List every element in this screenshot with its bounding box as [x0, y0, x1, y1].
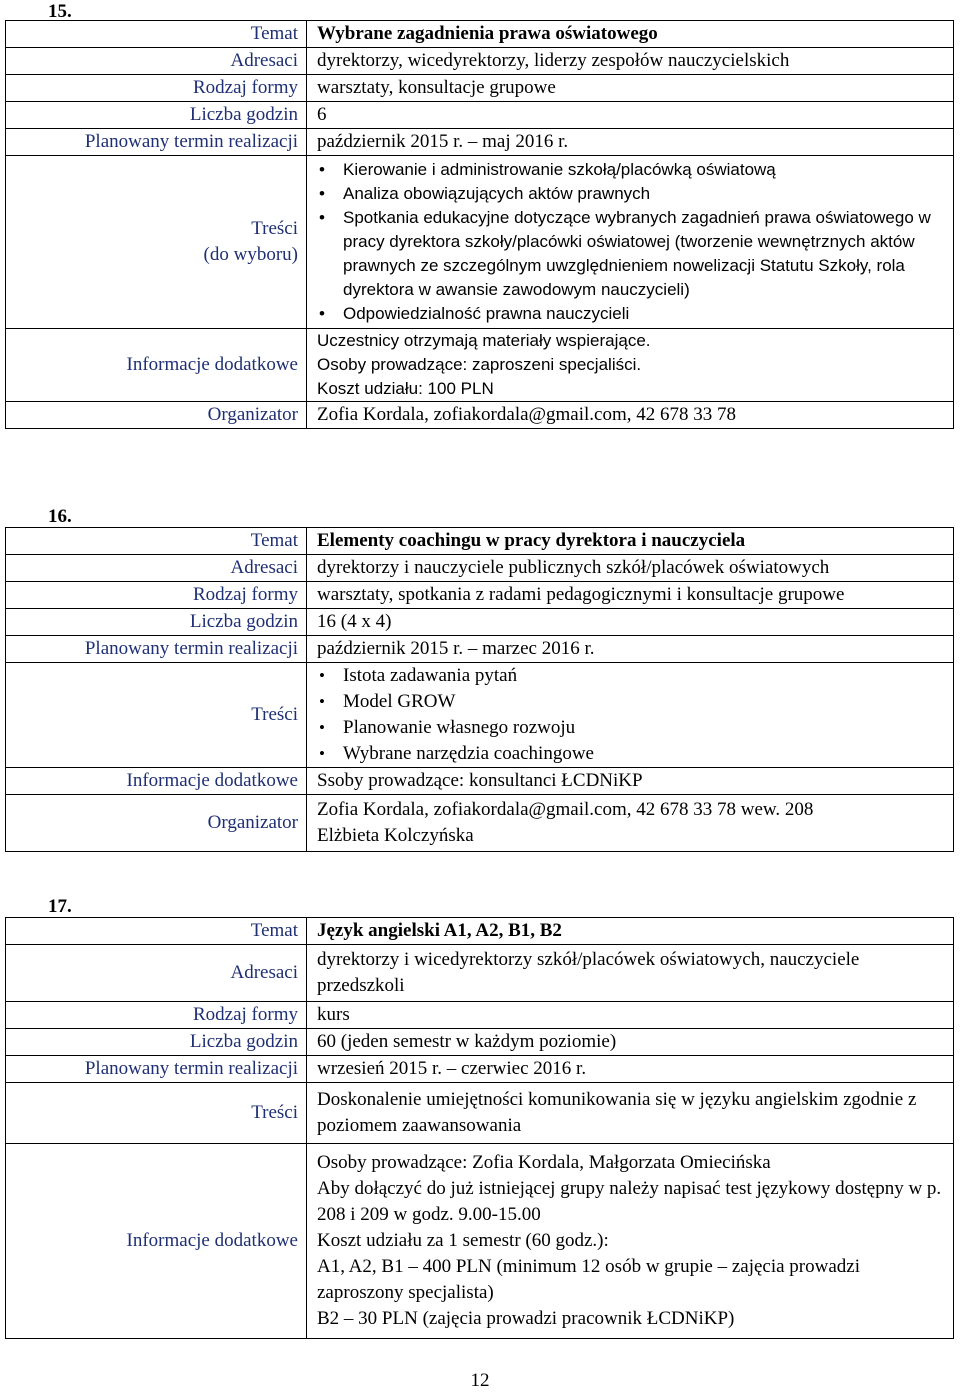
list-item: • Wybrane narzędzia coachingowe [339, 741, 947, 767]
value-rodzaj: warsztaty, spotkania z radami pedagogicznymi i konsultacje grupowe [307, 582, 954, 609]
value-info [307, 1144, 954, 1339]
row-temat [6, 918, 954, 945]
value-tresci [307, 663, 954, 768]
tresci-list [317, 663, 947, 767]
label-termin: Planowany termin realizacji [6, 129, 307, 156]
label-rodzaj: Rodzaj formy [6, 1002, 307, 1029]
row-info [6, 329, 954, 402]
label-adresaci: Adresaci [6, 555, 307, 582]
value-tresci [307, 156, 954, 329]
value-godziny: 6 [307, 102, 954, 129]
label-temat: Temat [6, 918, 307, 945]
label-adresaci: Adresaci [6, 945, 307, 1002]
info-line: Aby dołączyć do już istniejącej grupy należy napisać test językowy dostępny w p. 208 i 209 w godz. 9.00-15.00 [317, 1178, 942, 1225]
section-number-17: 17. [48, 896, 72, 917]
info-line: B2 – 30 PLN (zajęcia prowadzi pracownik ŁCDNiKP) [317, 1308, 735, 1329]
value-organizator: Zofia Kordala, zofiakordala@gmail.com, 42 678 33 78 [307, 402, 954, 429]
value-temat: Wybrane zagadnienia prawa oświatowego [307, 21, 954, 48]
list-item: • Model GROW [339, 689, 947, 715]
row-tresci [6, 156, 954, 329]
row-godziny [6, 102, 954, 129]
section-number-16: 16. [48, 506, 72, 527]
list-item: • Analiza obowiązujących aktów prawnych [339, 182, 947, 206]
label-info: Informacje dodatkowe [6, 1144, 307, 1339]
label-info: Informacje dodatkowe [6, 768, 307, 795]
list-item: • Planowanie własnego rozwoju [339, 715, 947, 741]
row-tresci [6, 663, 954, 768]
value-tresci: Doskonalenie umiejętności komunikowania się w języku angielskim zgodnie z poziomem zaawansowania [307, 1083, 954, 1144]
page-number: 12 [470, 1370, 490, 1391]
organizator-line: Elżbieta Kolczyńska [317, 825, 474, 846]
list-item: • Odpowiedzialność prawna nauczycieli [339, 302, 947, 326]
label-godziny: Liczba godzin [6, 102, 307, 129]
row-termin [6, 636, 954, 663]
organizator-line: Zofia Kordala, zofiakordala@gmail.com, 42 678 33 78 wew. 208 [317, 799, 814, 820]
value-adresaci: dyrektorzy, wicedyrektorzy, liderzy zespołów nauczycielskich [307, 48, 954, 75]
label-info: Informacje dodatkowe [6, 329, 307, 402]
value-godziny: 60 (jeden semestr w każdym poziomie) [307, 1029, 954, 1056]
value-termin: wrzesień 2015 r. – czerwiec 2016 r. [307, 1056, 954, 1083]
row-rodzaj [6, 1002, 954, 1029]
row-termin [6, 1056, 954, 1083]
value-info: Ssoby prowadzące: konsultanci ŁCDNiKP [307, 768, 954, 795]
value-temat: Język angielski A1, A2, B1, B2 [307, 918, 954, 945]
row-termin [6, 129, 954, 156]
value-termin: październik 2015 r. – maj 2016 r. [307, 129, 954, 156]
info-line: A1, A2, B1 – 400 PLN (minimum 12 osób w grupie – zajęcia prowadzi zaproszony specjalista) [317, 1256, 861, 1303]
section-number-15: 15. [48, 1, 72, 22]
section-16-table [5, 527, 954, 852]
row-organizator [6, 402, 954, 429]
label-rodzaj: Rodzaj formy [6, 582, 307, 609]
info-line: Koszt udziału za 1 semestr (60 godz.): [317, 1230, 609, 1251]
row-info [6, 768, 954, 795]
info-line: Uczestnicy otrzymają materiały wspierające. [317, 331, 651, 350]
label-termin: Planowany termin realizacji [6, 1056, 307, 1083]
row-temat [6, 528, 954, 555]
list-item: • Istota zadawania pytań [339, 663, 947, 689]
info-line: Osoby prowadzące: Zofia Kordala, Małgorzata Omiecińska [317, 1152, 771, 1173]
row-rodzaj [6, 582, 954, 609]
label-tresci: Treści [6, 663, 307, 768]
label-temat: Temat [6, 528, 307, 555]
label-godziny: Liczba godzin [6, 1029, 307, 1056]
label-do-wyboru: (do wyboru) [203, 244, 298, 265]
row-tresci [6, 1083, 954, 1144]
label-rodzaj: Rodzaj formy [6, 75, 307, 102]
label-tresci: Treści [6, 1083, 307, 1144]
label-temat: Temat [6, 21, 307, 48]
info-line: Koszt udziału: 100 PLN [317, 379, 494, 398]
label-godziny: Liczba godzin [6, 609, 307, 636]
row-godziny [6, 609, 954, 636]
label-organizator: Organizator [6, 402, 307, 429]
list-item: • Spotkania edukacyjne dotyczące wybranych zagadnień prawa oświatowego w pracy dyrektora szkoły/placówki oświatowej (tworzenie wewnętrznych aktów prawnych ze szczególnym uwzględnieniem nowelizacji Statutu Szkoły, rola dyrektora w awansie zawodowym nauczycieli) [339, 206, 947, 302]
value-godziny: 16 (4 x 4) [307, 609, 954, 636]
section-15-table [5, 20, 954, 429]
label-tresci-text: Treści [251, 218, 298, 239]
value-temat: Elementy coachingu w pracy dyrektora i nauczyciela [307, 528, 954, 555]
value-adresaci: dyrektorzy i wicedyrektorzy szkół/placówek oświatowych, nauczyciele przedszkoli [307, 945, 954, 1002]
label-adresaci: Adresaci [6, 48, 307, 75]
value-termin: październik 2015 r. – marzec 2016 r. [307, 636, 954, 663]
list-item: • Kierowanie i administrowanie szkołą/placówką oświatową [339, 158, 947, 182]
row-info [6, 1144, 954, 1339]
row-temat [6, 21, 954, 48]
label-organizator: Organizator [6, 795, 307, 852]
row-godziny [6, 1029, 954, 1056]
row-organizator [6, 795, 954, 852]
value-rodzaj: warsztaty, konsultacje grupowe [307, 75, 954, 102]
value-rodzaj: kurs [307, 1002, 954, 1029]
info-line: Osoby prowadzące: zaproszeni specjaliści. [317, 355, 642, 374]
row-rodzaj [6, 75, 954, 102]
row-adresaci [6, 48, 954, 75]
label-termin: Planowany termin realizacji [6, 636, 307, 663]
value-adresaci: dyrektorzy i nauczyciele publicznych szkół/placówek oświatowych [307, 555, 954, 582]
section-17-table [5, 917, 954, 1339]
value-info [307, 329, 954, 402]
value-organizator [307, 795, 954, 852]
row-adresaci [6, 945, 954, 1002]
label-tresci [6, 156, 307, 329]
tresci-list [317, 158, 947, 326]
row-adresaci [6, 555, 954, 582]
